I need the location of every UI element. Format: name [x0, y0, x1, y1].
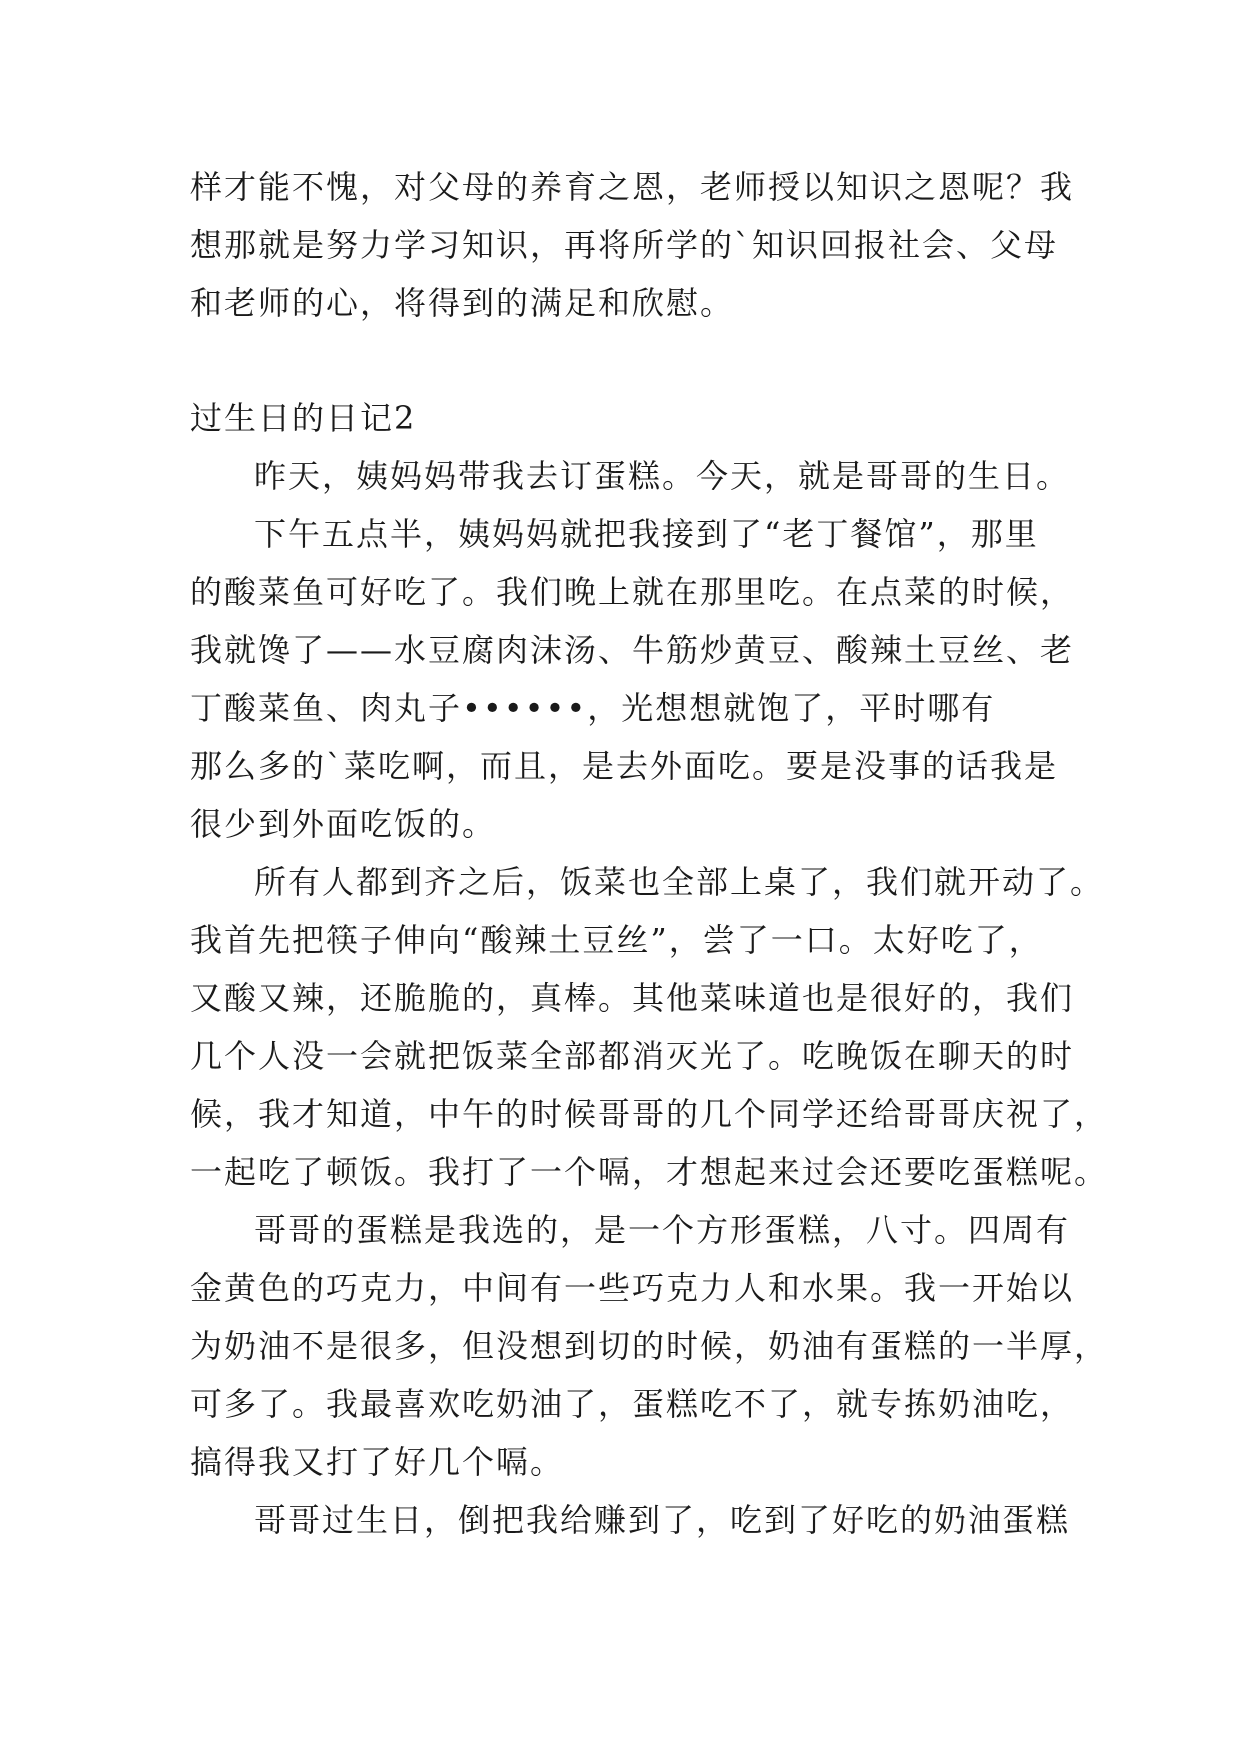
diary-body	[190, 447, 1109, 1549]
text-line: 很少到外面吃饭的。	[190, 805, 497, 843]
text-line: 候，我才知道，中午的时候哥哥的几个同学还给哥哥庆祝了，	[190, 1095, 1109, 1133]
diary-title: 过生日的日记2	[190, 399, 417, 437]
text-line: 所有人都到齐之后，饭菜也全部上桌了，我们就开动了。	[254, 863, 1105, 901]
text-line: 几个人没一会就把饭菜全部都消灭光了。吃晚饭在聊天的时	[190, 1037, 1075, 1075]
text-line: 搞得我又打了好几个嗝。	[190, 1443, 565, 1481]
diary-title-block	[190, 389, 1070, 447]
text-line: 一起吃了顿饭。我打了一个嗝，才想起来过会还要吃蛋糕呢。	[190, 1153, 1109, 1191]
text-line: 想那就是努力学习知识，再将所学的`知识回报社会、父母	[190, 226, 1059, 264]
text-line: 那么多的`菜吃啊，而且，是去外面吃。要是没事的话我是	[190, 747, 1059, 785]
text-line: 金黄色的巧克力，中间有一些巧克力人和水果。我一开始以	[190, 1269, 1075, 1307]
text-line: 的酸菜鱼可好吃了。我们晚上就在那里吃。在点菜的时候，	[190, 573, 1075, 611]
text-line: 哥哥的蛋糕是我选的，是一个方形蛋糕，八寸。四周有	[254, 1211, 1071, 1249]
text-line: 下午五点半，姨妈妈就把我接到了“老丁餐馆”，那里	[254, 515, 1039, 553]
text-line: 哥哥过生日，倒把我给赚到了，吃到了好吃的奶油蛋糕	[254, 1501, 1071, 1539]
text-line: 我就馋了——水豆腐肉沫汤、牛筋炒黄豆、酸辣土豆丝、老	[190, 631, 1075, 669]
text-line: 可多了。我最喜欢吃奶油了，蛋糕吃不了，就专拣奶油吃，	[190, 1385, 1075, 1423]
text-line: 样才能不愧，对父母的养育之恩，老师授以知识之恩呢？我	[190, 168, 1075, 206]
text-line: 我首先把筷子伸向“酸辣土豆丝”，尝了一口。太好吃了，	[190, 921, 1043, 959]
text-line: 又酸又辣，还脆脆的，真棒。其他菜味道也是很好的，我们	[190, 979, 1075, 1017]
text-line: 和老师的心，将得到的满足和欣慰。	[190, 284, 735, 322]
text-line: 为奶油不是很多，但没想到切的时候，奶油有蛋糕的一半厚，	[190, 1327, 1109, 1365]
text-line: 丁酸菜鱼、肉丸子••••••，光想想就饱了，平时哪有	[190, 689, 996, 727]
continuation-paragraph	[190, 158, 1075, 332]
text-line: 昨天，姨妈妈带我去订蛋糕。今天，就是哥哥的生日。	[254, 457, 1071, 495]
